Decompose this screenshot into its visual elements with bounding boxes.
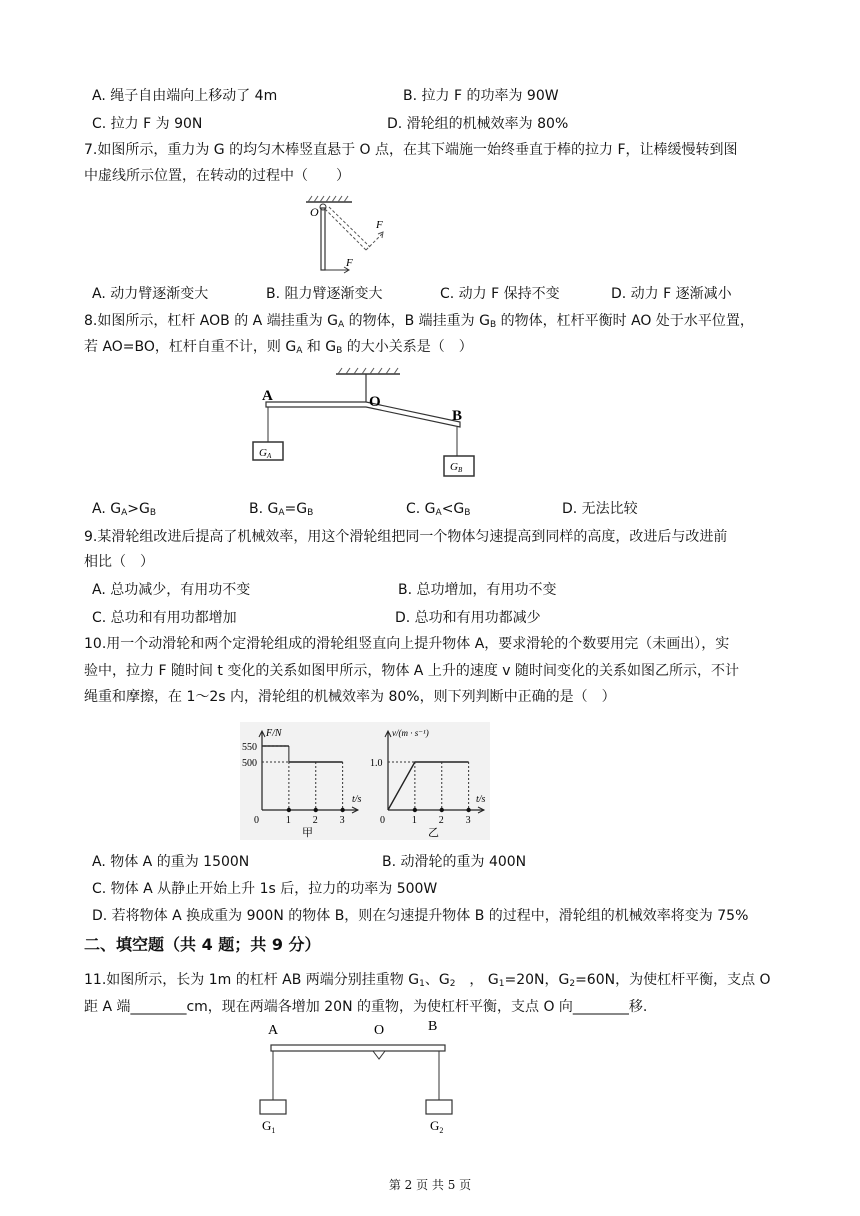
chart-jia-title: 甲 — [302, 827, 313, 839]
q11-lever-figure — [250, 1018, 460, 1134]
chart-jia-tick-dot — [340, 808, 344, 812]
q9-option-d: D. 总功和有用功都减少 — [395, 610, 541, 626]
page-footer: 第 2 页 共 5 页 — [388, 1178, 472, 1192]
q11-stem-line2: 距 A 端________cm，现在两端各增加 20N 的重物，为使杠杆平衡，支点 O 向________移. — [84, 999, 648, 1015]
chart-yi-tick-dot — [440, 808, 444, 812]
chart-jia-xlabel: t/s — [352, 794, 362, 805]
q7-option-c: C. 动力 F 保持不变 — [440, 286, 560, 302]
chart-jia-ytick-label: 500 — [242, 758, 257, 769]
q7-option-a: A. 动力臂逐渐变大 — [92, 286, 209, 302]
q8-option-d: D. 无法比较 — [562, 501, 638, 517]
chart-yi-ylabel: v/(m · s⁻¹) — [392, 728, 429, 738]
chart-jia-xtick-label: 1 — [285, 815, 291, 826]
q6-option-c: C. 拉力 F 为 90N — [92, 116, 203, 132]
q10-option-a: A. 物体 A 的重为 1500N — [92, 854, 250, 870]
q8-fig-label-b: B — [452, 408, 463, 424]
q11-fig-label-g1: $G_1$ — [262, 1118, 276, 1134]
q10-option-c: C. 物体 A 从静止开始上升 1s 后，拉力的功率为 500W — [92, 881, 438, 897]
q8-fig-label-ga: GA — [259, 447, 272, 460]
q10-stem-line3: 绳重和摩擦，在 1～2s 内，滑轮组的机械效率为 80%，则下列判断中正确的是（ ） — [84, 689, 616, 705]
chart-jia-tick-dot — [314, 808, 318, 812]
q9-stem-line2: 相比（ ） — [84, 554, 154, 570]
chart-yi-title: 乙 — [428, 827, 439, 839]
q8-stem-line2: 若 AO=BO，杠杆自重不计，则 $G_A$ 和 $G_B$ 的大小关系是（ ） — [84, 339, 473, 356]
chart-yi-ytick-label: 1.0 — [370, 758, 383, 769]
q11-stem-line1: 11.如图所示，长为 1m 的杠杆 AB 两端分别挂重物 $G_1$、$G_2$ ， $G_1=20N$，$G_2=60N$，为使杠杆平衡，支点 O — [84, 972, 771, 989]
q11-fig-label-b: B — [428, 1019, 438, 1034]
q7-fig-label-o: O — [310, 205, 319, 219]
section-title: 二、填空题（共 4 题；共 9 分） — [84, 935, 321, 954]
q10-option-b: B. 动滑轮的重为 400N — [382, 854, 527, 870]
q10-stem-line2: 验中，拉力 F 随时间 t 变化的关系如图甲所示，物体 A 上升的速度 v 随时间变化的关系如图乙所示，不计 — [84, 663, 740, 679]
q8-option-c: C. $G_A<G_B$ — [406, 501, 471, 518]
chart-jia-xtick-label: 2 — [312, 815, 318, 826]
q7-option-d: D. 动力 F 逐渐减小 — [611, 286, 732, 302]
chart-yi-xtick-label: 2 — [438, 815, 444, 826]
q6-option-a: A. 绳子自由端向上移动了 4m — [92, 88, 278, 104]
chart-jia-xtick-label: 0 — [254, 815, 259, 826]
q6-option-b: B. 拉力 F 的功率为 90W — [403, 88, 559, 104]
chart-jia-xtick-label: 3 — [339, 815, 345, 826]
q7-stem-line1: 7.如图所示，重力为 G 的均匀木棒竖直悬于 O 点，在其下端施一始终垂直于棒的拉力 F，让棒缓慢转到图 — [84, 142, 738, 158]
q8-fig-label-o: O — [369, 394, 381, 410]
q9-stem-line1: 9.某滑轮组改进后提高了机械效率，用这个滑轮组把同一个物体匀速提高到同样的高度，改进后与改进前 — [84, 529, 728, 545]
chart-yi-xtick-label: 3 — [465, 815, 471, 826]
q7-stem-line2: 中虚线所示位置，在转动的过程中（ ） — [84, 168, 350, 184]
q8-fig-label-a: A — [262, 388, 273, 404]
q8-stem-line1: 8.如图所示，杠杆 AOB 的 A 端挂重为 $G_A$ 的物体，B 端挂重为 $G_B$ 的物体，杠杆平衡时 AO 处于水平位置， — [84, 313, 754, 330]
q8-lever-figure — [240, 366, 490, 482]
chart-jia-tick-dot — [287, 808, 291, 812]
chart-yi-tick-dot — [413, 808, 417, 812]
q7-fig-label-f: F — [346, 257, 353, 269]
chart-jia-ytick-label: 550 — [242, 742, 257, 753]
q11-fig-label-g2: $G_2$ — [430, 1118, 444, 1134]
q11-fig-label-a: A — [268, 1023, 279, 1038]
q9-option-c: C. 总功和有用功都增加 — [92, 610, 237, 626]
q7-fig-label-f-dashed: F — [376, 219, 383, 231]
q10-graphs-figure — [240, 722, 490, 840]
q11-fig-label-o: O — [374, 1023, 385, 1038]
q7-rod-figure — [296, 194, 406, 280]
chart-yi-xtick-label: 1 — [411, 815, 417, 826]
chart-jia-ylabel: F/N — [266, 728, 282, 739]
chart-yi-tick-dot — [466, 808, 470, 812]
q9-option-a: A. 总功减少，有用功不变 — [92, 582, 251, 598]
chart-yi-xtick-label: 0 — [380, 815, 385, 826]
q8-option-b: B. $G_A=G_B$ — [249, 501, 314, 518]
q9-option-b: B. 总功增加，有用功不变 — [398, 582, 557, 598]
q6-option-d: D. 滑轮组的机械效率为 80% — [387, 116, 569, 132]
q8-fig-label-gb: GB — [450, 461, 463, 474]
q10-option-d: D. 若将物体 A 换成重为 900N 的物体 B，则在匀速提升物体 B 的过程中，滑轮组的机械效率将变为 75% — [92, 908, 749, 924]
q7-option-b: B. 阻力臂逐渐变大 — [266, 286, 383, 302]
q8-option-a: A. $G_A>G_B$ — [92, 501, 157, 518]
chart-yi-xlabel: t/s — [476, 794, 486, 805]
q10-stem-line1: 10.用一个动滑轮和两个定滑轮组成的滑轮组竖直向上提升物体 A，要求滑轮的个数要用完（未画出），实 — [84, 636, 730, 652]
